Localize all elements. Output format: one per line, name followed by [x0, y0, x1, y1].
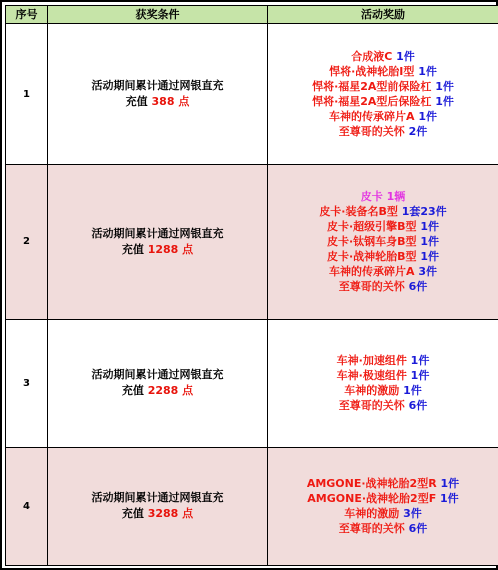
reward-name: 悍将·福星2A型后保险杠: [312, 95, 432, 109]
reward-quantity: 1件: [414, 110, 437, 124]
reward-item: [268, 353, 498, 368]
reward-name: 合成液C: [351, 50, 393, 64]
reward-quantity: 2件: [404, 125, 428, 139]
condition-unit: 点: [178, 242, 194, 256]
reward-name: 车神的激励: [344, 384, 400, 398]
header-index: 序号: [6, 6, 48, 24]
condition-amount-line: [48, 506, 267, 522]
reward-quantity: 1件: [406, 369, 430, 383]
reward-quantity: 1件: [406, 354, 430, 368]
reward-name: 皮卡·钛钢车身B型: [326, 235, 417, 249]
condition-unit: 点: [178, 384, 194, 398]
reward-quantity: 1件: [399, 384, 422, 398]
row-index: 4: [6, 447, 48, 565]
reward-item: [268, 79, 498, 94]
reward-quantity: 1件: [436, 477, 460, 491]
reward-item: [268, 491, 498, 506]
reward-quantity: 1套23件: [397, 205, 447, 219]
reward-name: 至尊哥的关怀: [338, 280, 405, 294]
table-header-row: [6, 6, 498, 24]
row-rewards: [268, 319, 498, 447]
reward-quantity: 1辆: [382, 190, 406, 204]
reward-table: [5, 5, 498, 566]
reward-name: AMGONE·战神轮胎2型R: [306, 477, 437, 491]
reward-item: [268, 234, 498, 249]
reward-quantity: 1件: [436, 492, 459, 506]
reward-name: 至尊哥的关怀: [338, 399, 405, 413]
reward-name: 车神的传承碎片A: [329, 110, 415, 124]
reward-item: [268, 64, 498, 79]
reward-item: [268, 264, 498, 279]
reward-item: [268, 506, 498, 521]
condition-prefix: 充值: [121, 384, 148, 398]
reward-name: 车神的传承碎片A: [329, 265, 415, 279]
reward-quantity: 3件: [399, 507, 422, 521]
row-index: 2: [6, 165, 48, 319]
reward-quantity: 6件: [404, 280, 428, 294]
table-row: [6, 165, 498, 319]
condition-amount: 3288: [147, 507, 179, 521]
condition-unit: 点: [174, 95, 190, 109]
condition-text: 活动期间累计通过网银直充: [91, 368, 224, 382]
condition-prefix: 充值: [125, 95, 152, 109]
reward-name: 至尊哥的关怀: [338, 522, 405, 536]
table-row: [6, 447, 498, 565]
row-condition: [48, 447, 268, 565]
reward-item: [268, 109, 498, 124]
reward-name: 车神的激励: [344, 507, 400, 521]
condition-text: 活动期间累计通过网银直充: [91, 79, 224, 93]
reward-quantity: 1件: [416, 235, 440, 249]
reward-name: 皮卡: [360, 190, 383, 204]
condition-text: 活动期间累计通过网银直充: [91, 491, 224, 505]
reward-item: [268, 94, 498, 109]
row-index: 1: [6, 24, 48, 165]
row-index: 3: [6, 319, 48, 447]
reward-quantity: 3件: [414, 265, 437, 279]
reward-name: 悍将·战神轮胎I型: [329, 65, 415, 79]
reward-item: [268, 189, 498, 204]
reward-item: [268, 49, 498, 64]
condition-amount-line: [48, 242, 267, 258]
reward-name: 皮卡·战神轮胎B型: [326, 250, 417, 264]
reward-name: 车神·加速组件: [336, 354, 407, 368]
condition-unit: 点: [178, 507, 194, 521]
reward-quantity: 1件: [416, 250, 440, 264]
reward-name: 皮卡·装备名B型: [319, 205, 398, 219]
reward-item: [268, 383, 498, 398]
reward-item: [268, 521, 498, 536]
header-reward: 活动奖励: [268, 6, 498, 24]
reward-quantity: 1件: [392, 50, 415, 64]
reward-quantity: 1件: [431, 80, 454, 94]
reward-name: 车神·极速组件: [336, 369, 407, 383]
reward-item: [268, 398, 498, 413]
condition-amount: 1288: [147, 242, 179, 256]
reward-quantity: 1件: [431, 95, 454, 109]
reward-quantity: 1件: [416, 220, 440, 234]
row-rewards: [268, 165, 498, 319]
reward-quantity: 1件: [414, 65, 437, 79]
condition-amount-line: [48, 94, 267, 110]
table-row: [6, 24, 498, 165]
row-condition: [48, 24, 268, 165]
reward-item: [268, 249, 498, 264]
condition-amount-line: [48, 383, 267, 399]
condition-prefix: 充值: [121, 242, 148, 256]
reward-quantity: 6件: [404, 522, 428, 536]
condition-amount: 2288: [147, 384, 179, 398]
reward-name: AMGONE·战神轮胎2型F: [307, 492, 437, 506]
row-condition: [48, 165, 268, 319]
reward-item: [268, 124, 498, 139]
reward-item: [268, 219, 498, 234]
reward-name: 悍将·福星2A型前保险杠: [312, 80, 432, 94]
row-rewards: [268, 447, 498, 565]
row-condition: [48, 319, 268, 447]
condition-text: 活动期间累计通过网银直充: [91, 226, 224, 240]
reward-item: [268, 476, 498, 491]
reward-name: 至尊哥的关怀: [338, 125, 405, 139]
reward-item: [268, 368, 498, 383]
condition-amount: 388: [151, 95, 175, 109]
reward-item: [268, 204, 498, 219]
reward-name: 皮卡·超级引擎B型: [326, 220, 417, 234]
header-condition: 获奖条件: [48, 6, 268, 24]
condition-prefix: 充值: [121, 507, 148, 521]
reward-quantity: 6件: [404, 399, 428, 413]
reward-item: [268, 279, 498, 294]
row-rewards: [268, 24, 498, 165]
table-row: [6, 319, 498, 447]
